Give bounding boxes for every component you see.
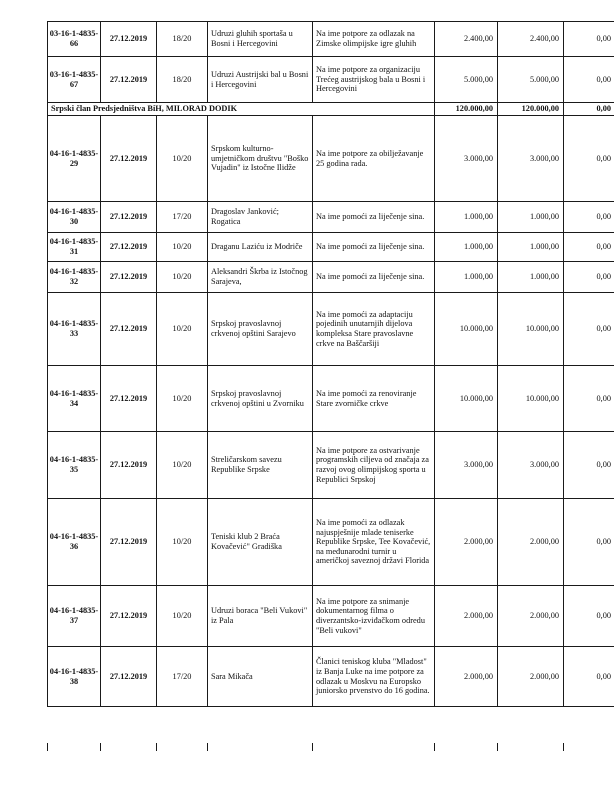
purpose-cell: Na ime potpore za organizaciju Trećeg austrijskog bala u Bosni i Hercegovini xyxy=(313,57,435,103)
approved-amount: 3.000,00 xyxy=(435,116,498,202)
paid-amount: 2.000,00 xyxy=(498,499,564,586)
date-cell: 27.12.2019 xyxy=(101,57,157,103)
paid-amount: 1.000,00 xyxy=(498,202,564,233)
date-cell: 27.12.2019 xyxy=(101,116,157,202)
reference-cell: 10/20 xyxy=(157,116,208,202)
paid-amount: 3.000,00 xyxy=(498,116,564,202)
remaining-amount: 0,00 xyxy=(564,586,614,647)
protocol-number: 04-16-1-4835-30 xyxy=(48,202,101,233)
section-label: Srpski član Predsjedništva BiH, MILORAD DODIK xyxy=(48,103,435,116)
protocol-number: 04-16-1-4835-34 xyxy=(48,366,101,432)
protocol-number: 04-16-1-4835-38 xyxy=(48,647,101,707)
remaining-amount: 0,00 xyxy=(564,233,614,262)
paid-amount: 5.000,00 xyxy=(498,57,564,103)
section-paid-amount: 120.000,00 xyxy=(498,103,564,116)
date-cell: 27.12.2019 xyxy=(101,202,157,233)
recipient-cell: Sara Mikača xyxy=(208,647,313,707)
date-cell: 27.12.2019 xyxy=(101,293,157,366)
reference-cell: 10/20 xyxy=(157,432,208,499)
approved-amount: 2.000,00 xyxy=(435,586,498,647)
reference-cell: 10/20 xyxy=(157,293,208,366)
reference-cell: 10/20 xyxy=(157,233,208,262)
table-row xyxy=(48,432,614,499)
recipient-cell: Streličarskom savezu Republike Srpske xyxy=(208,432,313,499)
date-cell: 27.12.2019 xyxy=(101,647,157,707)
payments-table-container xyxy=(47,21,614,707)
remaining-amount: 0,00 xyxy=(564,116,614,202)
purpose-cell: Na ime pomoći za liječenje sina. xyxy=(313,262,435,293)
date-cell: 27.12.2019 xyxy=(101,366,157,432)
protocol-number: 04-16-1-4835-33 xyxy=(48,293,101,366)
date-cell: 27.12.2019 xyxy=(101,262,157,293)
table-row xyxy=(48,293,614,366)
protocol-number: 03-16-1-4835-67 xyxy=(48,57,101,103)
approved-amount: 1.000,00 xyxy=(435,202,498,233)
approved-amount: 10.000,00 xyxy=(435,366,498,432)
purpose-cell: Na ime potpore za snimanje dokumentarnog filma o diverzantsko-izviđačkom odredu "Beli vukovi" xyxy=(313,586,435,647)
reference-cell: 17/20 xyxy=(157,647,208,707)
approved-amount: 2.000,00 xyxy=(435,499,498,586)
approved-amount: 3.000,00 xyxy=(435,432,498,499)
reference-cell: 18/20 xyxy=(157,22,208,57)
table-row xyxy=(48,366,614,432)
protocol-number: 03-16-1-4835-66 xyxy=(48,22,101,57)
paid-amount: 2.400,00 xyxy=(498,22,564,57)
purpose-cell: Na ime pomoći za odlazak najuspješnije mlade teniserke Republike Srpske, Tee Kovačević, na međunarodni turnir u američkoj saveznoj državi Florida xyxy=(313,499,435,586)
table-body xyxy=(48,22,614,707)
paid-amount: 1.000,00 xyxy=(498,233,564,262)
table-row xyxy=(48,202,614,233)
recipient-cell: Srpskom kulturno-umjetničkom društvu "Boško Vujadin" iz Istočne Ilidže xyxy=(208,116,313,202)
protocol-number: 04-16-1-4835-31 xyxy=(48,233,101,262)
remaining-amount: 0,00 xyxy=(564,262,614,293)
remaining-amount: 0,00 xyxy=(564,432,614,499)
purpose-cell: Na ime potpore za odlazak na Zimske olimpijske igre gluhih xyxy=(313,22,435,57)
reference-cell: 10/20 xyxy=(157,499,208,586)
approved-amount: 1.000,00 xyxy=(435,262,498,293)
recipient-cell: Srpskoj pravoslavnoj crkvenoj opštini u Zvorniku xyxy=(208,366,313,432)
recipient-cell: Udruzi gluhih sportaša u Bosni i Hercegovini xyxy=(208,22,313,57)
purpose-cell: Na ime pomoći za liječenje sina. xyxy=(313,202,435,233)
recipient-cell: Udruzi boraca "Beli Vukovi" iz Pala xyxy=(208,586,313,647)
table-row xyxy=(48,647,614,707)
table-row xyxy=(48,116,614,202)
table-row xyxy=(48,22,614,57)
remaining-amount: 0,00 xyxy=(564,22,614,57)
purpose-cell: Članici teniskog kluba "Mladost" iz Banja Luke na ime potpore za odlazak u Moskvu na Europsko juniorsko prvenstvo do 16 godina. xyxy=(313,647,435,707)
approved-amount: 2.000,00 xyxy=(435,647,498,707)
protocol-number: 04-16-1-4835-32 xyxy=(48,262,101,293)
payments-table xyxy=(47,21,614,707)
purpose-cell: Na ime pomoći za liječenje sina. xyxy=(313,233,435,262)
table-row xyxy=(48,233,614,262)
paid-amount: 2.000,00 xyxy=(498,647,564,707)
paid-amount: 2.000,00 xyxy=(498,586,564,647)
date-cell: 27.12.2019 xyxy=(101,22,157,57)
table-row xyxy=(48,57,614,103)
section-header-row xyxy=(48,103,614,116)
table-row xyxy=(48,499,614,586)
recipient-cell: Udruzi Austrijski bal u Bosni i Hercegovini xyxy=(208,57,313,103)
remaining-amount: 0,00 xyxy=(564,293,614,366)
date-cell: 27.12.2019 xyxy=(101,586,157,647)
recipient-cell: Aleksandri Škrba iz Istočnog Sarajeva, xyxy=(208,262,313,293)
date-cell: 27.12.2019 xyxy=(101,432,157,499)
protocol-number: 04-16-1-4835-37 xyxy=(48,586,101,647)
date-cell: 27.12.2019 xyxy=(101,233,157,262)
protocol-number: 04-16-1-4835-35 xyxy=(48,432,101,499)
reference-cell: 17/20 xyxy=(157,202,208,233)
recipient-cell: Draganu Laziću iz Modriče xyxy=(208,233,313,262)
protocol-number: 04-16-1-4835-36 xyxy=(48,499,101,586)
recipient-cell: Teniski klub 2 Braća Kovačević" Gradiška xyxy=(208,499,313,586)
reference-cell: 10/20 xyxy=(157,262,208,293)
reference-cell: 10/20 xyxy=(157,366,208,432)
section-approved-amount: 120.000,00 xyxy=(435,103,498,116)
approved-amount: 10.000,00 xyxy=(435,293,498,366)
remaining-amount: 0,00 xyxy=(564,366,614,432)
purpose-cell: Na ime potpore za obilježavanje 25 godina rada. xyxy=(313,116,435,202)
date-cell: 27.12.2019 xyxy=(101,499,157,586)
remaining-amount: 0,00 xyxy=(564,647,614,707)
paid-amount: 3.000,00 xyxy=(498,432,564,499)
table-row xyxy=(48,262,614,293)
purpose-cell: Na ime pomoći za renoviranje Stare zvorničke crkve xyxy=(313,366,435,432)
paid-amount: 10.000,00 xyxy=(498,366,564,432)
protocol-number: 04-16-1-4835-29 xyxy=(48,116,101,202)
reference-cell: 18/20 xyxy=(157,57,208,103)
remaining-amount: 0,00 xyxy=(564,57,614,103)
paid-amount: 1.000,00 xyxy=(498,262,564,293)
remaining-amount: 0,00 xyxy=(564,202,614,233)
table-row xyxy=(48,586,614,647)
section-remaining-amount: 0,00 xyxy=(564,103,614,116)
purpose-cell: Na ime pomoći za adaptaciju pojedinih unutarnjih dijelova kompleksa Stare pravoslavne crkve na Baščaršiji xyxy=(313,293,435,366)
approved-amount: 5.000,00 xyxy=(435,57,498,103)
approved-amount: 2.400,00 xyxy=(435,22,498,57)
remaining-amount: 0,00 xyxy=(564,499,614,586)
paid-amount: 10.000,00 xyxy=(498,293,564,366)
purpose-cell: Na ime potpore za ostvarivanje programskih ciljeva od značaja za razvoj ovog olimpijskog sporta u Republici Srpskoj xyxy=(313,432,435,499)
reference-cell: 10/20 xyxy=(157,586,208,647)
recipient-cell: Srpskoj pravoslavnoj crkvenoj opštini Sarajevo xyxy=(208,293,313,366)
recipient-cell: Dragoslav Janković; Rogatica xyxy=(208,202,313,233)
approved-amount: 1.000,00 xyxy=(435,233,498,262)
table-continuation-lines xyxy=(47,743,614,751)
